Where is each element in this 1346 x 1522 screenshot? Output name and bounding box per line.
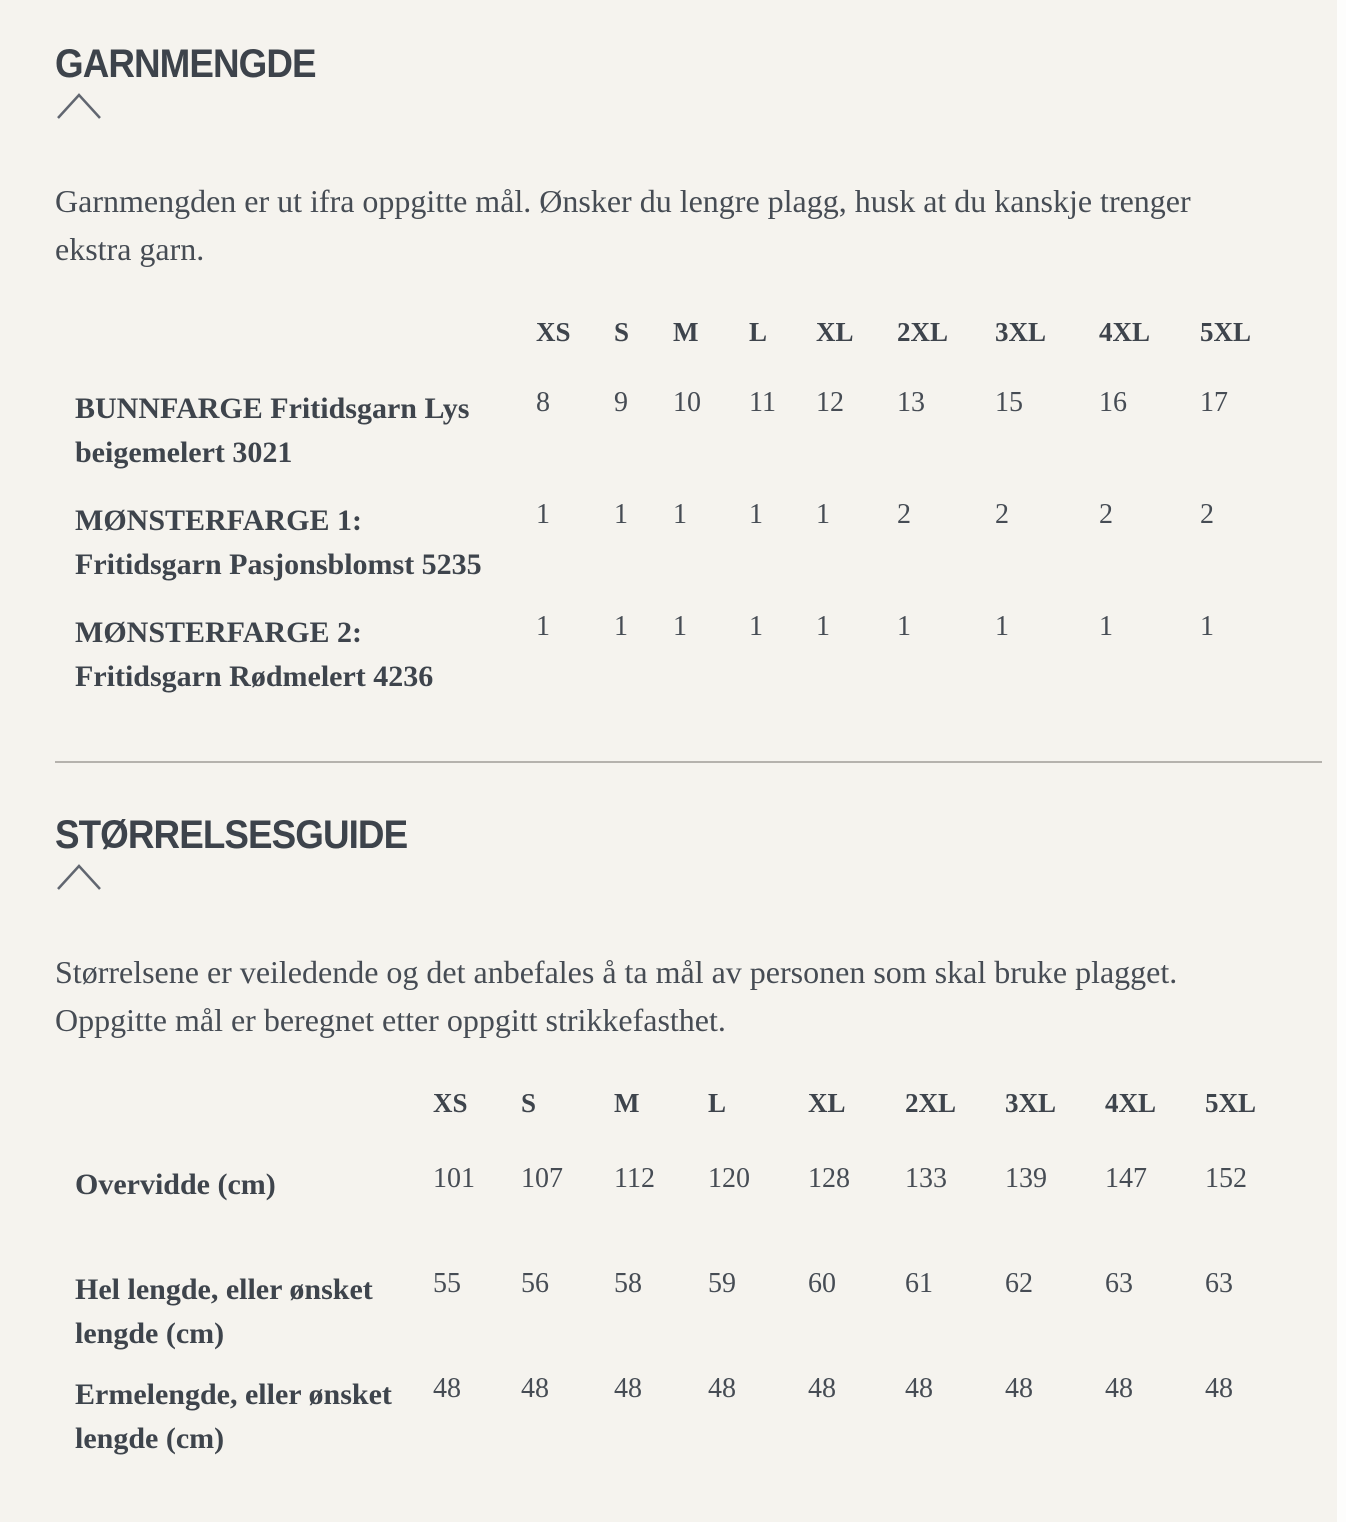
- table-cell: 2: [1200, 498, 1214, 530]
- size-column-header: XS: [433, 1087, 468, 1118]
- table-cell: 55: [433, 1267, 461, 1299]
- table-cell: 48: [1205, 1372, 1233, 1404]
- table-cell: 1: [614, 498, 628, 530]
- table-cell: 48: [1105, 1372, 1133, 1404]
- size-column-header: XS: [536, 316, 571, 347]
- table-row: [75, 387, 1300, 499]
- table-cell: 8: [536, 386, 550, 418]
- row-label: MØNSTERFARGE 2: Fritidsgarn Rødmelert 4236: [75, 615, 434, 693]
- table-cell: 17: [1200, 386, 1228, 418]
- chevron-up-icon: [55, 862, 103, 892]
- table-cell: 112: [614, 1162, 655, 1194]
- row-label: Ermelengde, eller ønsket lengde (cm): [75, 1377, 392, 1455]
- garnmengde-intro: Garnmengden er ut ifra oppgitte mål. Ønsker du lengre plagg, husk at du kanskje trenger ekstra garn.: [55, 182, 1191, 267]
- table-cell: 128: [808, 1162, 850, 1194]
- table-cell: 10: [673, 386, 701, 418]
- table-row: [75, 1163, 1300, 1268]
- row-label: BUNNFARGE Fritidsgarn Lys beigemelert 3021: [75, 391, 470, 469]
- table-cell: 120: [708, 1162, 750, 1194]
- table-cell: 1: [1099, 610, 1113, 642]
- table-cell: 48: [808, 1372, 836, 1404]
- table-cell: 2: [1099, 498, 1113, 530]
- table-cell: 13: [897, 386, 925, 418]
- storrelsesguide-collapse-button[interactable]: [55, 862, 103, 892]
- table-row: [75, 499, 1300, 611]
- table-cell: 48: [614, 1372, 642, 1404]
- table-cell: 61: [905, 1267, 933, 1299]
- table-cell: 1: [816, 610, 830, 642]
- table-cell: 1: [673, 498, 687, 530]
- size-column-header: 5XL: [1200, 316, 1252, 347]
- garnmengde-table: [75, 317, 1300, 723]
- table-cell: 9: [614, 386, 628, 418]
- table-row: [75, 1373, 1300, 1478]
- table-cell: 1: [995, 610, 1009, 642]
- table-cell: 147: [1105, 1162, 1147, 1194]
- table-cell: 1: [749, 610, 763, 642]
- table-cell: 59: [708, 1267, 736, 1299]
- table-cell: 60: [808, 1267, 836, 1299]
- table-cell: 139: [1005, 1162, 1047, 1194]
- row-label: Hel lengde, eller ønsket lengde (cm): [75, 1272, 373, 1350]
- size-header-row: [75, 1088, 1300, 1163]
- size-column-header: L: [708, 1087, 727, 1118]
- table-cell: 48: [1005, 1372, 1033, 1404]
- table-cell: 107: [521, 1162, 563, 1194]
- table-cell: 1: [614, 610, 628, 642]
- size-column-header: S: [614, 316, 630, 347]
- table-cell: 58: [614, 1267, 642, 1299]
- storrelsesguide-table-head: [75, 1088, 1300, 1163]
- table-cell: 101: [433, 1162, 475, 1194]
- section-storrelsesguide: [55, 813, 1337, 1478]
- table-cell: 56: [521, 1267, 549, 1299]
- table-cell: 2: [995, 498, 1009, 530]
- table-cell: 48: [708, 1372, 736, 1404]
- row-label-spacer: [75, 1088, 433, 1163]
- storrelsesguide-intro: Størrelsene er veiledende og det anbefales å ta mål av personen som skal bruke plagget. Oppgitte mål er beregnet etter oppgitt strikkefasthet.: [55, 953, 1178, 1038]
- table-cell: 1: [816, 498, 830, 530]
- size-column-header: 2XL: [897, 316, 949, 347]
- size-column-header: XL: [808, 1087, 846, 1118]
- section-garnmengde: [55, 42, 1337, 723]
- size-column-header: 4XL: [1105, 1087, 1157, 1118]
- table-cell: 11: [749, 386, 776, 418]
- table-cell: 48: [433, 1372, 461, 1404]
- garnmengde-collapse-button[interactable]: [55, 91, 103, 121]
- garnmengde-title: GARNMENGDE: [55, 42, 316, 86]
- storrelsesguide-title: STØRRELSESGUIDE: [55, 812, 408, 857]
- table-cell: 63: [1205, 1267, 1233, 1299]
- size-column-header: XL: [816, 316, 854, 347]
- size-column-header: 2XL: [905, 1087, 957, 1118]
- size-column-header: M: [614, 1087, 640, 1118]
- size-header-row: [75, 317, 1300, 387]
- size-column-header: 3XL: [1005, 1087, 1057, 1118]
- table-row: [75, 611, 1300, 723]
- table-cell: 2: [897, 498, 911, 530]
- size-column-header: L: [749, 316, 768, 347]
- table-cell: 15: [995, 386, 1023, 418]
- table-cell: 1: [536, 610, 550, 642]
- table-cell: 152: [1205, 1162, 1247, 1194]
- size-column-header: 4XL: [1099, 316, 1151, 347]
- size-column-header: M: [673, 316, 699, 347]
- table-cell: 48: [905, 1372, 933, 1404]
- size-column-header: 5XL: [1205, 1087, 1257, 1118]
- table-cell: 12: [816, 386, 844, 418]
- row-label-spacer: [75, 317, 536, 387]
- table-cell: 16: [1099, 386, 1127, 418]
- table-cell: 1: [1200, 610, 1214, 642]
- table-cell: 1: [897, 610, 911, 642]
- section-divider: [55, 761, 1322, 763]
- table-cell: 63: [1105, 1267, 1133, 1299]
- table-cell: 48: [521, 1372, 549, 1404]
- table-cell: 1: [673, 610, 687, 642]
- table-row: [75, 1268, 1300, 1373]
- garnmengde-table-head: [75, 317, 1300, 387]
- table-cell: 1: [536, 498, 550, 530]
- table-cell: 62: [1005, 1267, 1033, 1299]
- size-column-header: 3XL: [995, 316, 1047, 347]
- chevron-up-icon: [55, 91, 103, 121]
- size-column-header: S: [521, 1087, 537, 1118]
- row-label: MØNSTERFARGE 1: Fritidsgarn Pasjonsblomst 5235: [75, 503, 482, 581]
- table-cell: 133: [905, 1162, 947, 1194]
- row-label: Overvidde (cm): [75, 1167, 276, 1201]
- storrelsesguide-table: [75, 1088, 1300, 1478]
- table-cell: 1: [749, 498, 763, 530]
